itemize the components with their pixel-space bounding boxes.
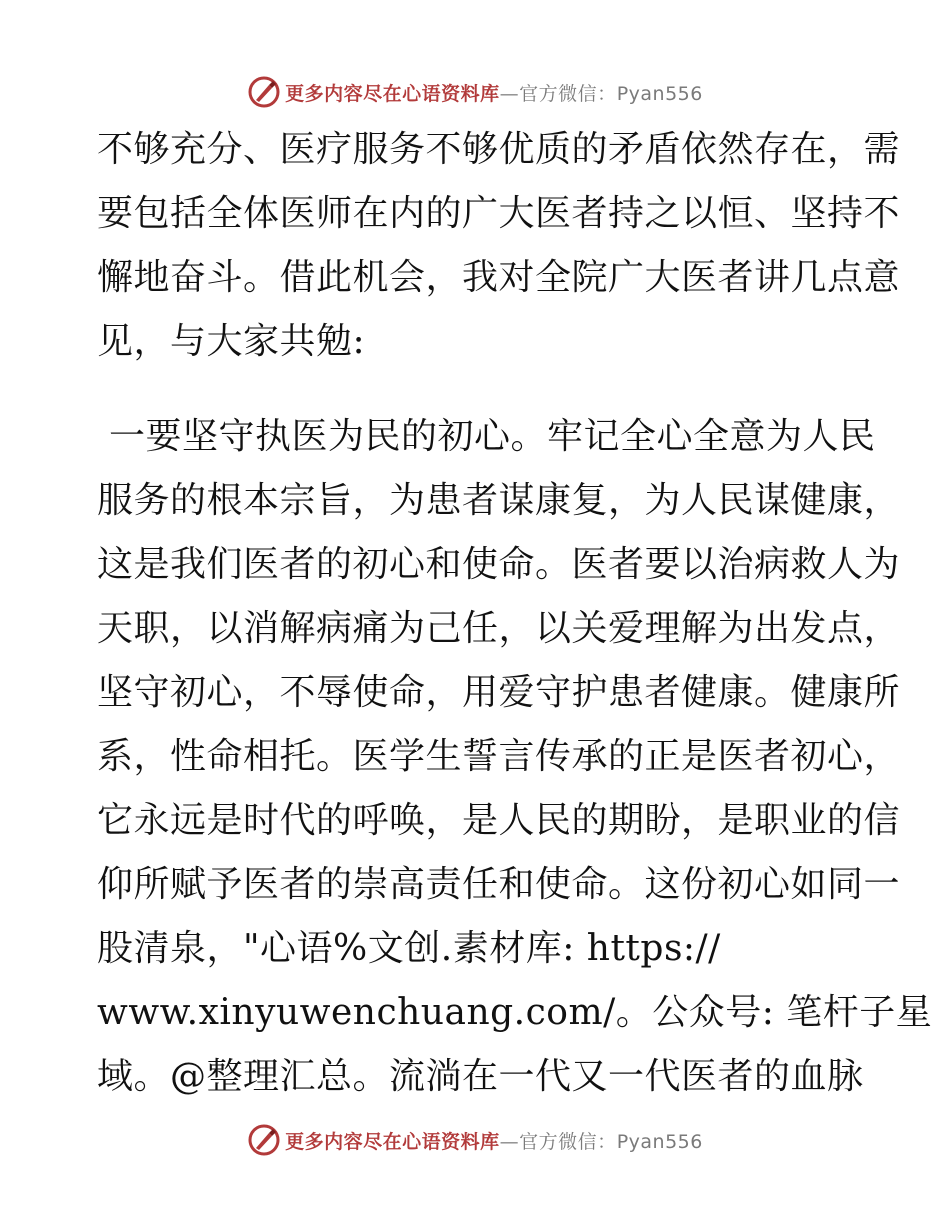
banner-dash: —	[499, 1130, 520, 1153]
text-line: 懈地奋斗。借此机会，我对全院广大医者讲几点意	[97, 257, 901, 298]
text-line: 服务的根本宗旨，为患者谋康复，为人民谋健康，	[97, 480, 901, 521]
text-line: 这是我们医者的初心和使命。医者要以治病救人为	[97, 544, 901, 585]
banner-official-label: 官方微信：	[519, 1130, 617, 1153]
banner-wechat-id: Pyan556	[616, 1130, 703, 1153]
pen-logo-icon	[247, 1123, 281, 1157]
text-line: 见，与大家共勉:	[97, 321, 366, 362]
banner-dash: —	[499, 82, 520, 105]
text-line: 股清泉，"心语%文创.素材库: https://	[97, 928, 721, 969]
banner-text	[285, 1127, 703, 1154]
footer-banner	[0, 1120, 950, 1160]
text-line: www.xinyuwenchuang.com/。公众号: 笔杆子星	[97, 992, 933, 1033]
text-line: 要包括全体医师在内的广大医者持之以恒、坚持不	[97, 193, 901, 234]
document-body	[97, 118, 933, 1109]
text-line: 坚守初心，不辱使命，用爱守护患者健康。健康所	[97, 672, 901, 713]
paragraph-2	[97, 405, 933, 1109]
banner-wechat-id: Pyan556	[616, 82, 703, 105]
text-line: 域。@整理汇总。流淌在一代又一代医者的血脉	[97, 1056, 864, 1097]
header-banner	[0, 72, 950, 112]
banner-text	[285, 79, 703, 106]
text-line: 天职，以消解病痛为己任，以关爱理解为出发点，	[97, 608, 901, 649]
text-line: 系，性命相托。医学生誓言传承的正是医者初心，	[97, 736, 901, 777]
banner-main-text: 更多内容尽在心语资料库	[285, 1130, 500, 1153]
paragraph-1	[97, 118, 901, 374]
text-line: 不够充分、医疗服务不够优质的矛盾依然存在，需	[97, 129, 901, 170]
text-line: 一要坚守执医为民的初心。牢记全心全意为人民	[109, 416, 876, 457]
text-line: 仰所赋予医者的崇高责任和使命。这份初心如同一	[97, 864, 901, 905]
banner-main-text: 更多内容尽在心语资料库	[285, 82, 500, 105]
text-line: 它永远是时代的呼唤，是人民的期盼，是职业的信	[97, 800, 901, 841]
banner-official-label: 官方微信：	[519, 82, 617, 105]
pen-logo-icon	[247, 75, 281, 109]
